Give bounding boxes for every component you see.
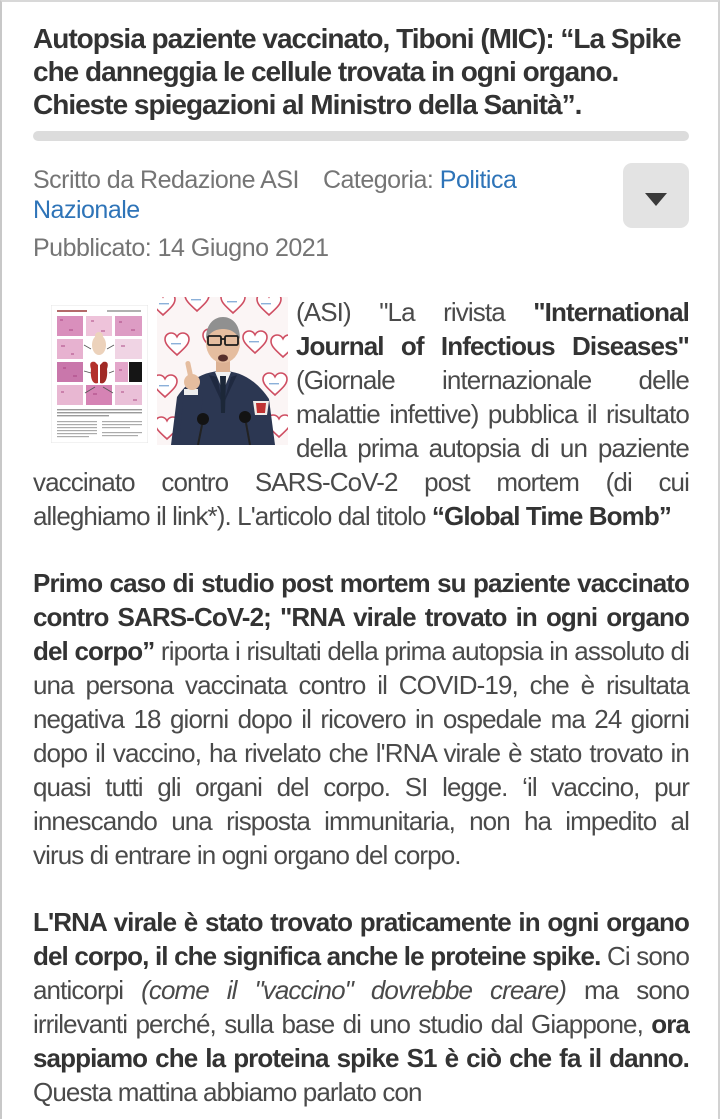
published-date: Pubblicato: 14 Giugno 2021 — [33, 234, 329, 262]
meta-line — [33, 165, 599, 225]
text-run: (ASI) "La rivista — [296, 297, 534, 327]
text-run: "International Journal of Infectious Diseases" — [296, 297, 689, 361]
article-images — [51, 297, 288, 445]
text-run: (Giornale internazionale delle malattie infettive) pubblica il risultato della prima autopsia di un paziente vaccinato contro SARS-CoV-2 post mortem (di cui alleghiamo il link*). L'articolo dal titolo — [33, 365, 689, 531]
text-run: Questa mattina abbiamo parlato con — [33, 1077, 422, 1107]
category-label: Categoria: — [322, 166, 434, 194]
author-byline: Scritto da Redazione ASI — [33, 166, 299, 194]
text-run: ma sono irrilevanti perché, sulla base di uno studio dal Giappone, — [33, 975, 690, 1039]
scientific-paper-thumbnail-image — [51, 305, 148, 443]
page-title: Autopsia paziente vaccinato, Tiboni (MIC): “La Spike che danneggia le cellule trovata in ogni organo. Chieste spiegazioni al Ministro della Sanità”. — [33, 23, 681, 120]
text-run: (come il "vaccino" dovrebbe creare) — [141, 975, 567, 1005]
speaker-press-conference-photo-image — [157, 297, 288, 445]
article-content — [2, 2, 718, 1109]
article-paragraph — [33, 566, 689, 872]
category-link[interactable]: Politica Nazionale — [33, 166, 517, 224]
article-paragraph — [33, 905, 689, 1109]
meta-row — [33, 165, 689, 263]
text-run: riporta i risultati della prima autopsia in assoluto di una persona vaccinata contro il COVID-19, che è risultata negativa 18 giorni dopo il ricovero in ospedale ma 24 giorni dopo il vaccino, ha rivelato che l'RNA virale è stato trovato in quasi tutti gli organi del corpo. SI legge. ‘il vaccino, pur innescando una risposta immunitaria, non ha impedito al virus di entrare in ogni organo del corpo. — [33, 636, 689, 870]
text-run: Primo caso di studio post mortem su paziente vaccinato contro SARS-CoV-2; "RNA virale trovato in ogni organo del corpo” — [33, 568, 689, 666]
text-run: ora sappiamo che la proteina spike S1 è ciò che fa il danno. — [33, 1009, 689, 1073]
caret-down-icon — [645, 193, 667, 206]
text-run: “Global Time Bomb” — [431, 501, 671, 531]
text-run: L'RNA virale è stato trovato praticamente in ogni organo del corpo, il che significa anche le proteine spike. — [33, 907, 689, 971]
title-divider — [33, 131, 689, 141]
text-run: Ci sono anticorpi — [33, 941, 689, 1005]
article-body — [33, 295, 689, 1109]
article-options-dropdown-button[interactable] — [623, 163, 689, 228]
